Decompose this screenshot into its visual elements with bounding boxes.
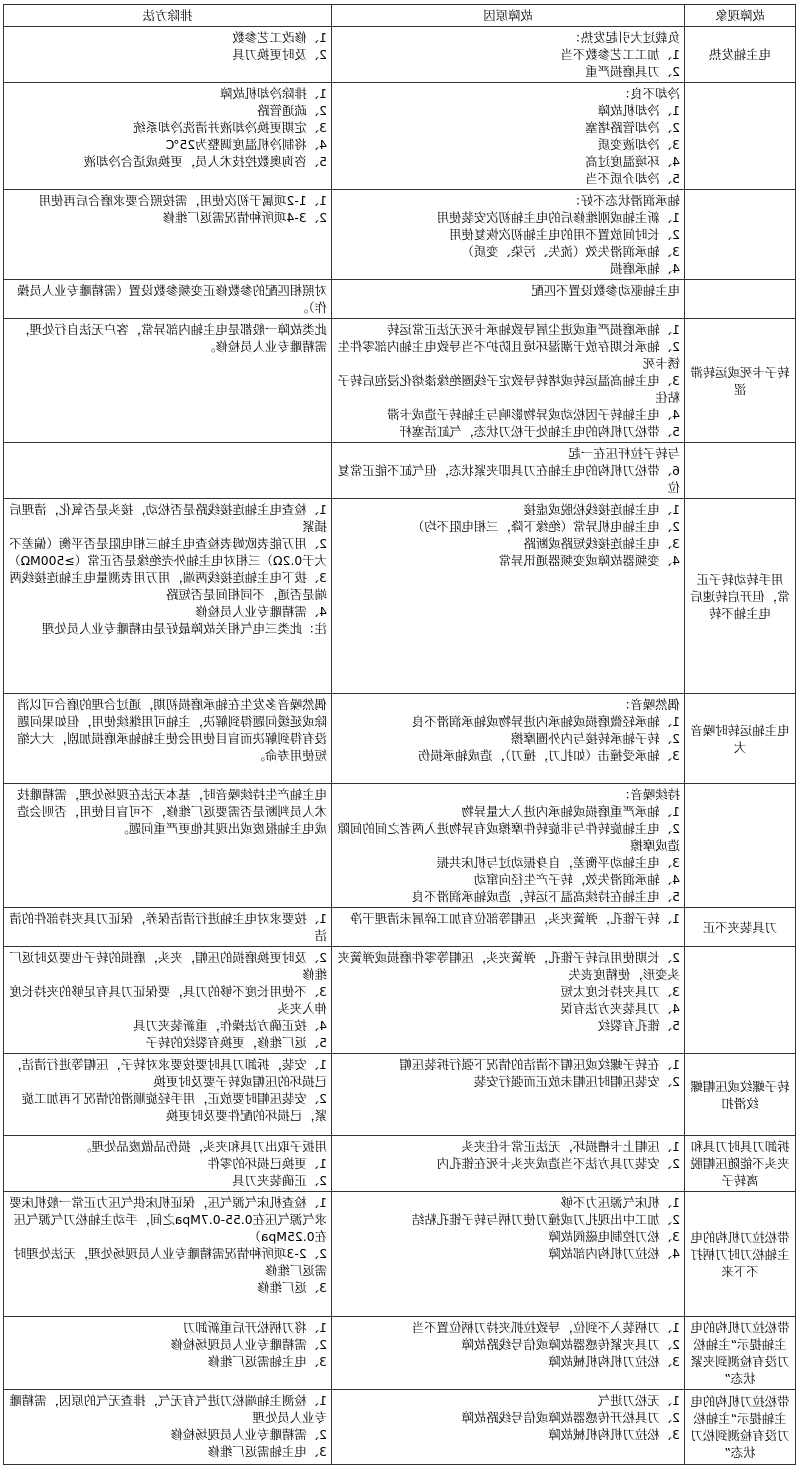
cause-line: 3、松拉刀机构机械故障 — [548, 1354, 680, 1369]
fix-line: 注：此类三电气相关故障最好是由精雕专业人员处理 — [42, 621, 327, 636]
fix-cell — [4, 280, 332, 319]
cause-line: 1、无松刀进气 — [597, 1393, 680, 1408]
fix-line: 1、修改工艺参数 — [232, 30, 327, 45]
fix-line: 偶然噪音多发生在轴承磨损初期，通过合理的磨合可以消除或延缓问题得到解决，主轴可用继续使用，但如果问题没有得到解决而盲目使用会使主轴轴承磨损加剧，大大缩短使用寿命。 — [17, 697, 327, 763]
fix-line: 1、安装，拆卸刀具时要按要求对转子，压帽等进行清洁，已损坏的压帽或转子要及时更换 — [9, 1057, 327, 1089]
fix-cell — [4, 1136, 332, 1192]
fix-line: 1、检测主轴端松刀进气有无气，排查无气的原因，需精雕专业人员处理 — [9, 1393, 327, 1425]
table-row — [4, 784, 796, 908]
cause-line: 冷却不良： — [618, 86, 680, 101]
fix-line: 1、1-2项属于初次使用，需按照合要求磨合后再使用 — [38, 193, 327, 208]
cause-line: 3、刀具夹持长度太短 — [560, 984, 680, 999]
cause-line: 2、长期使用后转子锥孔，弹簧夹头，压帽等零件磨损或弹簧夹头变形，使精度丧失 — [337, 950, 680, 982]
fix-line: 2、需精雕专业人员现场检修 — [170, 1337, 327, 1352]
cause-cell — [332, 784, 685, 908]
phenomenon-cell — [685, 443, 796, 499]
cause-cell — [332, 499, 685, 694]
cause-line: 3、电主轴高温运转或堵转导致定子线圈绝缘漆熔化浸泡后转子粘住 — [337, 373, 680, 405]
cause-line: 轴承润滑状态不好： — [568, 193, 680, 208]
cause-line: 5、电主轴在持续高温下运转，造成轴承润滑不良 — [411, 889, 680, 904]
cause-line: 3、冷却液变质 — [597, 137, 680, 152]
cause-line: 1、冷却机故障 — [597, 103, 680, 118]
cause-line: 负载过大引起发热： — [568, 30, 680, 45]
fix-cell — [4, 1054, 332, 1136]
fix-line: 5、咨询奥数控技术人员，更换成适合冷却液 — [83, 154, 327, 169]
cause-line: 1、加工工艺参数不当 — [560, 47, 680, 62]
cause-line: 4、松拉刀机构内部故障 — [548, 1246, 680, 1261]
cause-line: 1、在转子螺纹或压帽不清洁的情况下强行拆装压帽 — [399, 1057, 680, 1072]
table-row — [4, 694, 796, 784]
cause-line: 2、刀具夹紧传感器故障或信号线路故障 — [461, 1337, 680, 1352]
fix-line: 2、用万能表欧姆表检查电主轴三相电阻是否平衡（偏差不大于0.2Ω）三相对电主轴外壳绝缘是否正常（≥500MΩ） — [8, 536, 327, 568]
fix-cell — [4, 1192, 332, 1317]
cause-line: 持续噪音： — [618, 787, 680, 802]
cause-line: 1、电主轴连接线松脱或虚接 — [523, 502, 680, 517]
fix-line: 3、返厂维修 — [257, 1280, 327, 1295]
header-phenomenon: 故障现象 — [685, 5, 796, 27]
cause-line: 2、安装刀具方法不当造成夹头卡死在锥孔内 — [436, 1156, 680, 1171]
fix-line: 2、安装压帽时要放正，用手轻旋顺滑的情况下再加工旋紧，已损坏的配件要及时更换 — [21, 1091, 327, 1123]
fix-line: 1、检查机床气源气压，保证机床供气压力正常一般机床要求气源气压在0.55-0.7Mpa之间，手动主轴松刀气源气压在0.25Mpa） — [9, 1195, 327, 1244]
cause-cell — [332, 1136, 685, 1192]
phenomenon-cell: 电主轴发热 — [685, 27, 796, 83]
table-row — [4, 1390, 796, 1465]
cause-line: 4、变频器故障或变频器通讯异常 — [498, 553, 680, 568]
table-row — [4, 319, 796, 443]
fix-line: 2、及时更换磨损的压帽，夹头，磨损的转子也要及时返厂维修 — [9, 950, 327, 982]
cause-line: 2、电主轴电机异常（绝缘下降，三相电阻不均） — [411, 519, 680, 534]
cause-line: 与转子拉杆压在一起 — [568, 446, 680, 461]
fix-line: 3、拔下电主轴连接线两端，用万用表测量电主轴连接线两端是否通，不同相间是否短路 — [9, 570, 327, 602]
table-row — [4, 1054, 796, 1136]
fix-line: 1、检查电主轴连接线路是否松动，接头是否氧化，清理后插紧 — [9, 502, 327, 534]
cause-line: 1、压帽上卡槽损坏，无法正常卡住夹头 — [461, 1139, 680, 1154]
fix-line: 1、排除冷却机故障 — [219, 86, 327, 101]
fix-line: 2、需精雕专业人员现场检修 — [170, 1427, 327, 1442]
fix-line: 3、定期更换冷却液并清洗冷却系统 — [133, 120, 327, 135]
fix-cell — [4, 1390, 332, 1465]
fix-cell — [4, 190, 332, 280]
cause-line: 3、轴承润滑失效（流失、污染、变质） — [461, 244, 680, 259]
mirrored-page — [0, 4, 800, 1460]
cause-line: 2、轴承长期存放于潮湿环境且防护不当导致电主轴内部零件生锈卡死 — [337, 339, 680, 371]
phenomenon-cell: 带松拉刀机构的电主轴松刀时刀柄打不下来 — [685, 1192, 796, 1317]
cause-line: 3、轴承受撞击（如扎刀，撞刀），造成轴承损伤 — [418, 748, 680, 763]
cause-line: 1、转子锥孔，弹簧夹头，压帽等部位有加工碎屑未清理干净 — [349, 911, 680, 926]
phenomenon-cell — [685, 280, 796, 319]
cause-line: 2、加工中出现扎刀或撞刀使刀柄与转子锥孔粘结 — [411, 1212, 680, 1227]
header-cause: 故障原因 — [332, 5, 685, 27]
phenomenon-cell — [685, 83, 796, 190]
fix-cell — [4, 947, 332, 1054]
cause-line: 3、电主轴动平衡差，自身振动过与机床共振 — [436, 855, 680, 870]
table-body — [4, 27, 796, 1465]
phenomenon-cell — [685, 190, 796, 280]
cause-line: 2、长时间放置不用的电主轴初次恢复使用 — [449, 227, 680, 242]
cause-line: 2、电主轴旋转件与非旋转件摩擦或有异物进入两者之间的间隙造成摩擦 — [337, 821, 680, 853]
fix-cell — [4, 27, 332, 83]
phenomenon-cell — [685, 784, 796, 908]
phenomenon-cell: 刀具装夹不正 — [685, 908, 796, 947]
cause-line: 1、机床气源压力不够 — [560, 1195, 680, 1210]
cause-line: 5、锥孔有裂纹 — [597, 1018, 680, 1033]
table-row — [4, 280, 796, 319]
fix-line: 2、正确装夹刀具 — [232, 1173, 327, 1188]
phenomenon-cell: 转子螺纹或压帽螺纹滑扣 — [685, 1054, 796, 1136]
cause-line: 1、轴承磨损严重或进尘屑导致轴承卡死无法正常运转 — [387, 322, 680, 337]
fix-line: 用扳子取出刀具和夹头，损伤品做废品处理。 — [79, 1139, 327, 1154]
cause-line: 4、刀具装夹方法有误 — [560, 1001, 680, 1016]
cause-line: 2、刀具磨损严重 — [585, 64, 680, 79]
fix-line: 2、疏通管路 — [257, 103, 327, 118]
fix-line: 1、按要求对电主轴进行清洁保养，保证刀具夹持部件的清洁 — [9, 911, 327, 943]
troubleshooting-table — [3, 4, 796, 1465]
fix-cell — [4, 499, 332, 694]
cause-cell — [332, 190, 685, 280]
phenomenon-cell: 用手转动转子正常，但开启转速后电主轴不转 — [685, 499, 796, 694]
cause-cell — [332, 27, 685, 83]
cause-line: 3、电主轴连接线短路或断路 — [523, 536, 680, 551]
cause-line: 2、安装压帽时压帽未放正而强行安装 — [473, 1074, 680, 1089]
fix-line: 1、将刀柄松开后重新卸刀 — [182, 1320, 327, 1335]
cause-cell — [332, 1054, 685, 1136]
fix-line: 1、更换已损坏的零件 — [207, 1156, 327, 1171]
header-fix: 排除方法 — [4, 5, 332, 27]
phenomenon-cell: 带松拉刀机构的电主轴提示“主轴松刀没有检测到夹紧状态” — [685, 1317, 796, 1390]
phenomenon-cell — [685, 947, 796, 1054]
fix-line: 3、电主轴需返厂维修 — [207, 1354, 327, 1369]
header-row — [4, 5, 796, 27]
cause-cell — [332, 443, 685, 499]
cause-line: 4、环境温度过高 — [585, 154, 680, 169]
fix-cell — [4, 694, 332, 784]
phenomenon-cell: 带松拉刀机构的电主轴提示“主轴松刀没有检测到松刀状态” — [685, 1390, 796, 1465]
cause-line: 4、轴承润滑失效，转子产生径向窜动 — [473, 872, 680, 887]
table-row — [4, 1136, 796, 1192]
cause-line: 3、松拉刀机构机械故障 — [548, 1427, 680, 1442]
phenomenon-cell: 拆卸刀具时刀具和夹头不能随压帽脱离转子 — [685, 1136, 796, 1192]
cause-line: 5、冷却介质不当 — [585, 171, 680, 186]
fix-line: 此类故障一般都是电主轴内部异常，客户无法自行处理，需精雕专业人员检修。 — [17, 322, 327, 354]
cause-line: 4、轴承磨损 — [610, 261, 680, 276]
fix-line: 4、按正确方法操作，重新装夹刀具 — [133, 1018, 327, 1033]
cause-line: 2、转子轴承转接与内外圈摩擦 — [511, 731, 680, 746]
table-row — [4, 190, 796, 280]
fix-line: 2、2-3项所种情况需精雕专业人员现场处理，无法处理时需返厂维修 — [13, 1246, 327, 1278]
cause-line: 1、新主轴或刚维修后的电主轴初次安装使用 — [436, 210, 680, 225]
table-row — [4, 947, 796, 1054]
fix-cell — [4, 443, 332, 499]
fix-line: 对照相匹配的参数修正变频参数设置（需精雕专业人员操作）。 — [17, 283, 327, 315]
fix-line: 5、返厂维修，更换有裂纹的转子 — [145, 1035, 327, 1050]
fix-line: 电主轴产生持续噪音时，基本无法在现场处理，需精雕技术人员判断是否需要返厂维修，不可盲目使用，否则会造成电主轴报废或出现其他更严重问题。 — [17, 787, 327, 836]
fix-cell — [4, 1317, 332, 1390]
fix-cell — [4, 784, 332, 908]
fix-line: 2、及时更换刀具 — [232, 47, 327, 62]
cause-line: 5、带松刀机构的电主轴处于松刀状态，气缸活塞杆 — [399, 424, 680, 439]
cause-line: 电主轴驱动参数设置不匹配 — [531, 283, 680, 298]
cause-line: 3、松刀控制电磁阀故障 — [548, 1229, 680, 1244]
fix-line: 4、需精雕专业人员检修 — [195, 604, 327, 619]
cause-line: 1、刀柄装入不到位，导致拉抓夹持刀柄位置不当 — [411, 1320, 680, 1335]
fix-cell — [4, 908, 332, 947]
cause-line: 偶然噪音： — [618, 697, 680, 712]
cause-cell — [332, 319, 685, 443]
cause-line: 2、刀具松开传感器故障或信号线路故障 — [461, 1410, 680, 1425]
cause-cell — [332, 947, 685, 1054]
phenomenon-cell: 转子卡死或运转滞涩 — [685, 319, 796, 443]
cause-cell — [332, 280, 685, 319]
fix-line: 2、3-4项所种情况需返厂维修 — [162, 210, 327, 225]
cause-cell — [332, 1390, 685, 1465]
cause-cell — [332, 83, 685, 190]
fix-line: 3、不使用长度不够的刀具，要保证刀具有足够的夹持长度伸入夹头 — [9, 984, 327, 1016]
cause-cell — [332, 694, 685, 784]
table-row — [4, 83, 796, 190]
cause-line: 1、轴承轻微磨损或轴承内进异物或轴承润滑不良 — [411, 714, 680, 729]
table-row — [4, 908, 796, 947]
fix-cell — [4, 319, 332, 443]
cause-line: 2、冷却管路堵塞 — [585, 120, 680, 135]
phenomenon-cell: 电主轴运转时噪音大 — [685, 694, 796, 784]
cause-cell — [332, 908, 685, 947]
table-row — [4, 27, 796, 83]
fix-line: 3、电主轴需返厂维修 — [207, 1444, 327, 1459]
table-row — [4, 1317, 796, 1390]
cause-line: 4、电主轴转子因松动或异物影响与主轴转子造成卡滞 — [387, 407, 680, 422]
table-row — [4, 1192, 796, 1317]
cause-line: 6、带松刀机构的电主轴在刀具即夹紧状态，但气缸不能正常复位 — [337, 463, 680, 495]
fix-line: 4、将制冷机温度调整为25℃ — [165, 137, 327, 152]
table-row — [4, 499, 796, 694]
cause-cell — [332, 1192, 685, 1317]
cause-line: 1、轴承严重磨损或轴承内进入大量异物 — [461, 804, 680, 819]
table-row — [4, 443, 796, 499]
fix-cell — [4, 83, 332, 190]
cause-cell — [332, 1317, 685, 1390]
